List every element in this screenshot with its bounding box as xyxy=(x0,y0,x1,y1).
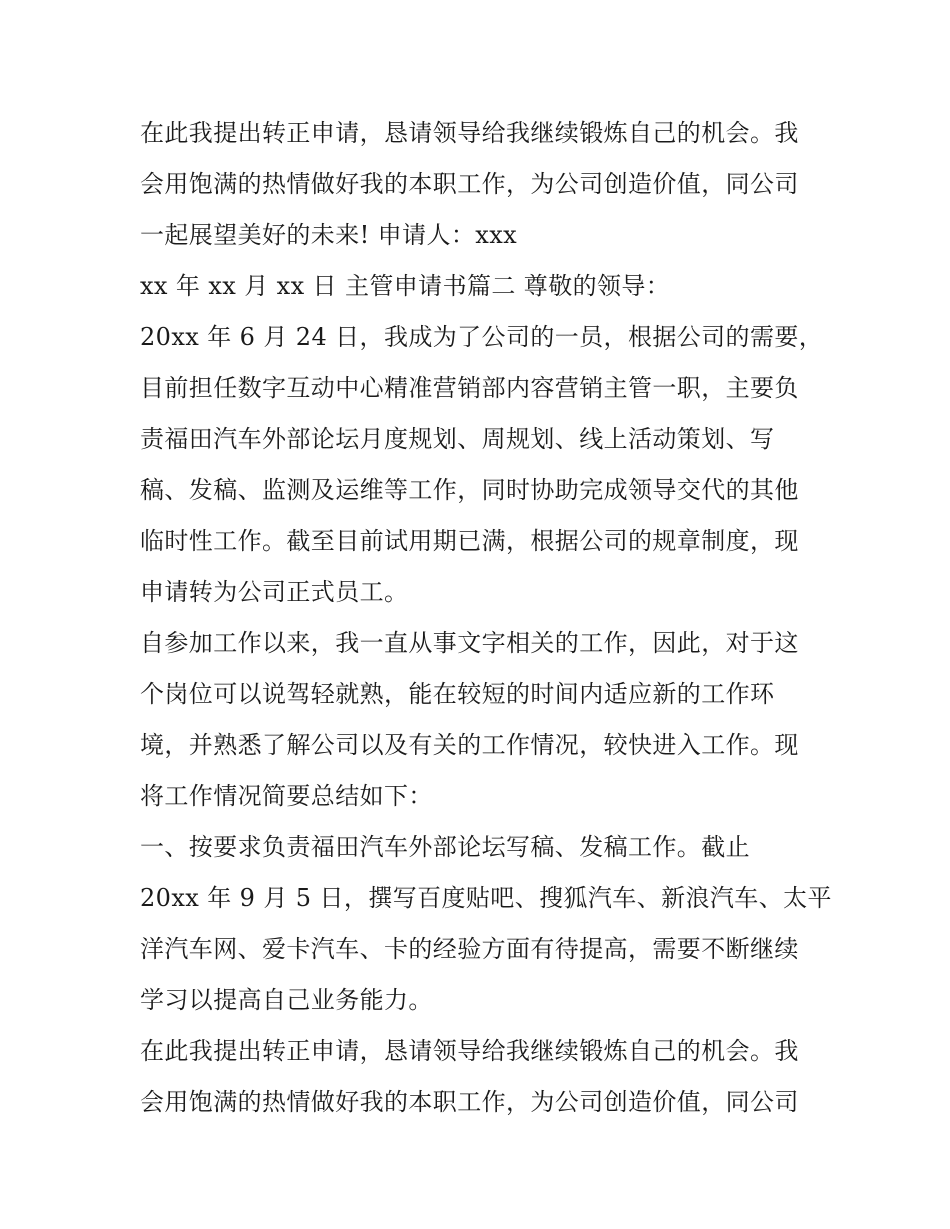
text-line: 自参加工作以来，我一直从事文字相关的工作，因此，对于这 xyxy=(140,629,799,657)
text-line: 会用饱满的热情做好我的本职工作，为公司创造价值，同公司 xyxy=(140,1088,799,1116)
text-line: 在此我提出转正申请，恳请领导给我继续锻炼自己的机会。我 xyxy=(140,119,799,147)
text-line: 境，并熟悉了解公司以及有关的工作情况，较快进入工作。现 xyxy=(140,731,799,759)
text-line: 20xx 年 6 月 24 日，我成为了公司的一员，根据公司的需要， xyxy=(140,323,824,351)
text-line: xx 年 xx 月 xx 日 主管申请书篇二 尊敬的领导： xyxy=(140,272,671,300)
text-line: 一起展望美好的未来! 申请人：xxx xyxy=(140,221,518,249)
document-body xyxy=(140,108,832,1128)
text-line: 目前担任数字互动中心精准营销部内容营销主管一职，主要负 xyxy=(140,374,799,402)
text-line: 将工作情况简要总结如下： xyxy=(140,782,433,810)
text-line: 学习以提高自己业务能力。 xyxy=(140,986,433,1014)
text-line: 申请转为公司正式员工。 xyxy=(140,578,409,606)
text-line: 稿、发稿、监测及运维等工作，同时协助完成领导交代的其他 xyxy=(140,476,799,504)
text-line: 洋汽车网、爱卡汽车、卡的经验方面有待提高，需要不断继续 xyxy=(140,935,799,963)
text-line: 临时性工作。截至目前试用期已满，根据公司的规章制度，现 xyxy=(140,527,799,555)
text-line: 20xx 年 9 月 5 日，撰写百度贴吧、搜狐汽车、新浪汽车、太平 xyxy=(140,884,832,912)
text-line: 在此我提出转正申请，恳请领导给我继续锻炼自己的机会。我 xyxy=(140,1037,799,1065)
text-line: 一、按要求负责福田汽车外部论坛写稿、发稿工作。截止 xyxy=(140,833,750,861)
text-line: 责福田汽车外部论坛月度规划、周规划、线上活动策划、写 xyxy=(140,425,775,453)
text-line: 个岗位可以说驾轻就熟，能在较短的时间内适应新的工作环 xyxy=(140,680,775,708)
text-line: 会用饱满的热情做好我的本职工作，为公司创造价值，同公司 xyxy=(140,170,799,198)
